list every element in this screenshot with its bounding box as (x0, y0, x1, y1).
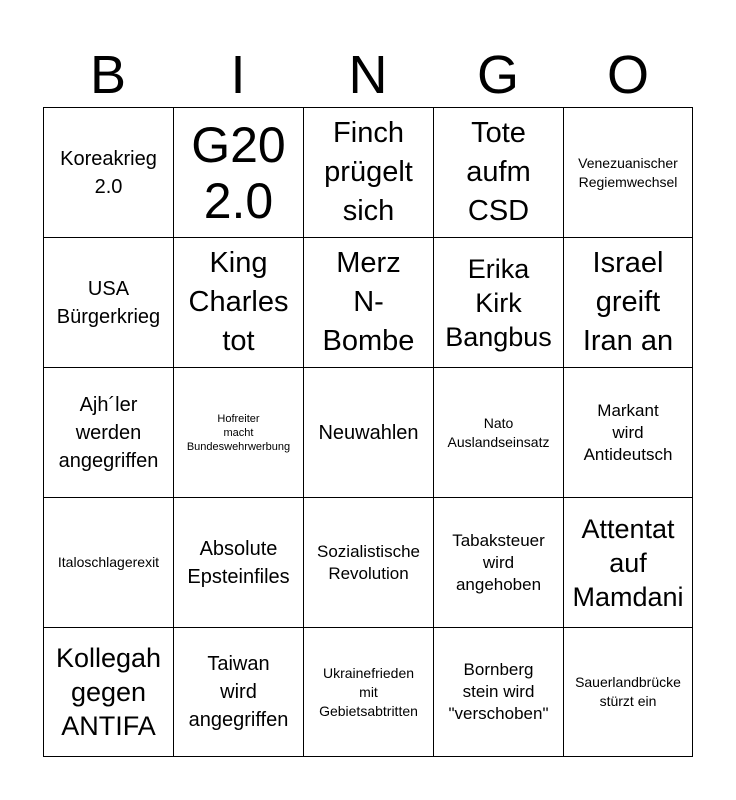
bingo-cell[interactable] (564, 368, 692, 498)
bingo-cell-text: Finch prügelt sich (324, 117, 413, 227)
header-letter-o: O (606, 45, 649, 105)
bingo-cell-text: Kollegah gegen ANTIFA (55, 643, 162, 741)
bingo-cell[interactable] (434, 238, 564, 368)
bingo-cell[interactable] (304, 108, 434, 238)
bingo-cell[interactable] (174, 368, 304, 498)
bingo-cell[interactable] (304, 238, 434, 368)
header-letter-i: I (230, 45, 246, 105)
bingo-cell-text: G20 2.0 (191, 116, 286, 229)
bingo-cell[interactable] (434, 498, 564, 628)
bingo-cell-text: Ajh´ler werden angegriffen (58, 393, 159, 472)
header-letter-g: G (476, 45, 519, 105)
bingo-cell[interactable] (174, 628, 304, 756)
bingo-cell-text: Koreakrieg 2.0 (60, 147, 157, 198)
bingo-cell[interactable] (434, 108, 564, 238)
bingo-cell[interactable] (564, 498, 692, 628)
bingo-cell[interactable] (44, 368, 174, 498)
bingo-cell-text: Ukrainefrieden mit Gebietsabtritten (319, 664, 418, 719)
bingo-cell-text: Hofreiter macht Bundeswehrwerbung (186, 412, 291, 453)
bingo-grid (43, 107, 693, 757)
bingo-cell-text: Italoschlagerexit (57, 554, 160, 570)
bingo-cell[interactable] (304, 628, 434, 756)
bingo-cell-text: Venezuanischer Regiemwechsel (578, 154, 678, 190)
bingo-cell-text: Absolute Epsteinfiles (187, 537, 290, 588)
bingo-cell-text: Israel greift Iran an (582, 247, 674, 357)
bingo-cell[interactable] (44, 108, 174, 238)
bingo-cell-text: Erika Kirk Bangbus (445, 253, 552, 352)
bingo-cell-text: Tabaksteuer wird angehoben (452, 530, 545, 594)
bingo-cell-text: Tote aufm CSD (466, 117, 531, 227)
bingo-cell[interactable] (44, 628, 174, 756)
header-letter-b: B (89, 45, 127, 105)
bingo-cell[interactable] (564, 628, 692, 756)
bingo-cell-text: Nato Auslandseinsatz (447, 414, 550, 450)
bingo-cell-text: Attentat auf Mamdani (572, 513, 684, 612)
bingo-cell-text: USA Bürgerkrieg (56, 277, 161, 328)
bingo-cell[interactable] (434, 368, 564, 498)
bingo-header (43, 42, 693, 108)
bingo-cell[interactable] (304, 368, 434, 498)
bingo-cell[interactable] (174, 238, 304, 368)
bingo-cell-text: Sozialistische Revolution (317, 541, 420, 583)
header-letter-n: N (348, 45, 388, 105)
bingo-cell[interactable] (44, 498, 174, 628)
bingo-cell[interactable] (174, 108, 304, 238)
bingo-cell-text: King Charles tot (188, 247, 289, 357)
bingo-cell[interactable] (564, 238, 692, 368)
bingo-cell[interactable] (174, 498, 304, 628)
bingo-cell[interactable] (434, 628, 564, 756)
bingo-cell[interactable] (564, 108, 692, 238)
bingo-cell-text: Neuwahlen (318, 421, 419, 444)
bingo-cell-text: Markant wird Antideutsch (583, 400, 673, 464)
bingo-cell-text: Bornberg stein wird "verschoben" (448, 660, 549, 723)
bingo-cell-text: Merz N- Bombe (322, 247, 415, 357)
bingo-cell-text: Sauerlandbrücke stürzt ein (575, 674, 681, 709)
bingo-cell[interactable] (304, 498, 434, 628)
bingo-cell[interactable] (44, 238, 174, 368)
bingo-cell-text: Taiwan wird angegriffen (188, 653, 289, 731)
